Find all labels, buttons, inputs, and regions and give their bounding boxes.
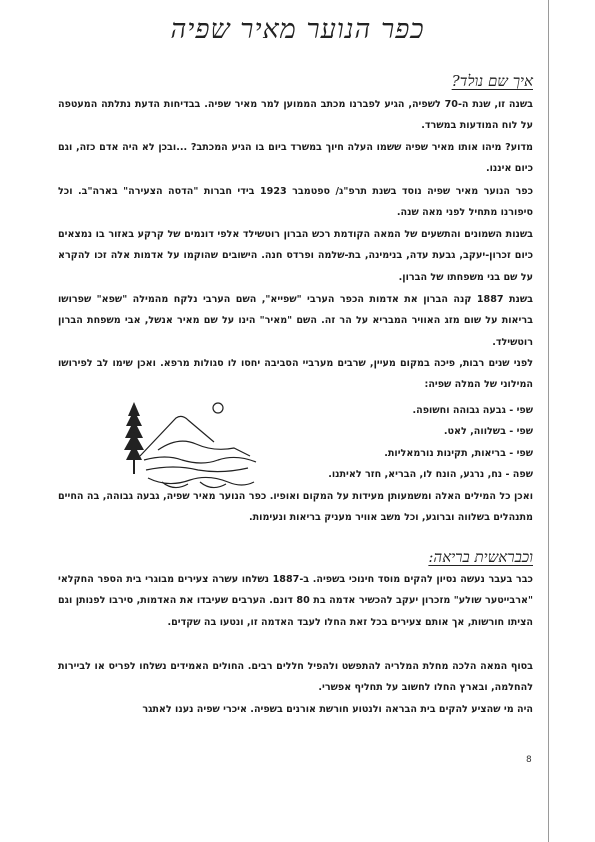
paragraph-text: ואכן כל המילים האלה ומשמעותן מעידות על המקום ואופיו. כפר הנוער מאיר שפיה, גבעה גבוהה, בה החיים מתנהלים בשלווה וברוגע, וכל משב אוויר מעניק בריאות ונעימות. — [58, 491, 533, 524]
paragraph-text: כפר הנוער מאיר שפיה נוסד בשנת תרפ"ג/ ספטמבר 1923 בידי חברות "הדסה הצעירה" בארה"ב. וכל סיפורנו מתחיל לפני מאה שנה. — [58, 186, 533, 219]
page-edge-line — [548, 0, 549, 842]
paragraph-rothschild — [58, 224, 533, 288]
definition-item: שפי - בריאות, תקינות נורמאליות. — [384, 447, 533, 459]
paragraph-text: בשנה זו, שנת ה-70 לשפיה, הגיע לפברנו מכתב הממוען למר מאיר שפיה. בבדיחות הדעת נתלתה המעטפה על לוח המודעות במשרד. — [58, 99, 533, 132]
paragraph-first-attempt — [58, 569, 533, 633]
page-number: 8 — [526, 755, 532, 765]
section-heading-name-origin: איך שם נולד? — [451, 72, 533, 90]
definition-item: שפי - בשלווה, לאט. — [443, 426, 533, 438]
paragraph-text: כבר בעבר נעשה נסיון להקים מוסד חינוכי בשפיה. ב-1887 נשלחו עשרה צעירים מבוגרי בית הספר החקלאי "ארבייטער שולע" מזכרון יעקב להכשיר אדמה בת 80 דונם. הערבים שעיבדו את האדמות, סירבו לפנותן וגם הציתו חורשות, אך אותם צעירים בכל זאת החלו לעבד האדמה זו, ונטעו בה שקדים. — [58, 574, 533, 628]
paragraph-who-is — [58, 137, 533, 180]
mountain-ridge-icon — [158, 441, 250, 456]
pine-tree-icon — [124, 402, 144, 474]
paragraph-1887 — [58, 289, 533, 353]
page-title: כפר הנוער מאיר שפיה — [170, 14, 425, 45]
mountain-peak-icon — [140, 416, 214, 456]
paragraph-text: היה מי שהציע להקים בית הבראה ולנטוע חורשת אורנים בשפיה. איכרי שפיה נענו לאתגר — [142, 704, 533, 715]
paragraph-text: בסוף המאה הלכה מחלת המלריה להתפשט ולהפיל חללים רבים. החולים האמידים נשלחו לפריס או לביירות להחלמה, ובארץ החלו לחשוב על תחליף אפשרי. — [58, 661, 533, 694]
paragraph-founding — [58, 181, 533, 224]
paragraph-text: מדוע? מיהו אותו מאיר שפיה ששמו העלה חיוך במשרד ביום בו הגיע המכתב? ...ובכן לא היה אדם כזה, וגם כיום איננו. — [58, 142, 533, 175]
paragraph-spring — [58, 353, 533, 396]
paragraph-malaria — [58, 656, 533, 699]
reflection-ripple-icon — [162, 482, 226, 488]
definition-item: שפי - גבעה גבוהה וחשופה. — [412, 405, 533, 416]
definition-item: שפה - נח, נרגע, הונח לו, הבריא, חזר לאיתנו. — [328, 468, 533, 480]
shore-line-icon — [146, 467, 248, 472]
sun-icon — [213, 403, 223, 413]
hill-line-icon — [144, 457, 256, 463]
paragraph-text: בשנות השמונים והתשעים של המאה הקודמת רכש הברון רוטשילד אלפי דונמים של קרקע באזור בו נמצאים כיום זכרון-יעקב, גבעת עדה, בנימינה, בת-שלמה ופרדס חנה. הישובים שהוקמו על אדמות אלה זכו להקרא על שם בני משפחתו של הברון. — [58, 229, 533, 283]
landscape-illustration — [118, 398, 266, 498]
paragraph-convalescent-home — [58, 699, 533, 720]
paragraph-letter — [58, 94, 533, 137]
definition-list — [283, 400, 533, 485]
section-heading-creation: וכבראשית בריאה: — [428, 548, 533, 566]
paragraph-text: לפני שנים רבות, פיכה במקום מעיין, שרבים מערביי הסביבה יחסו לו סגולות מרפא. ואכן שימו לב לפירושו המילוני של המלה שפיה: — [58, 358, 533, 391]
paragraph-text: בשנת 1887 קנה הברון את אדמות הכפר הערבי "שפייא", השם הערבי נלקח מהמילה "שפא" שפרושו בריאות על שום מזג האוויר המבריא על הר זה. השם "מאיר" הינו על שם מאיר אנשל, אבי משפחת הברון רוטשילד. — [58, 294, 533, 348]
